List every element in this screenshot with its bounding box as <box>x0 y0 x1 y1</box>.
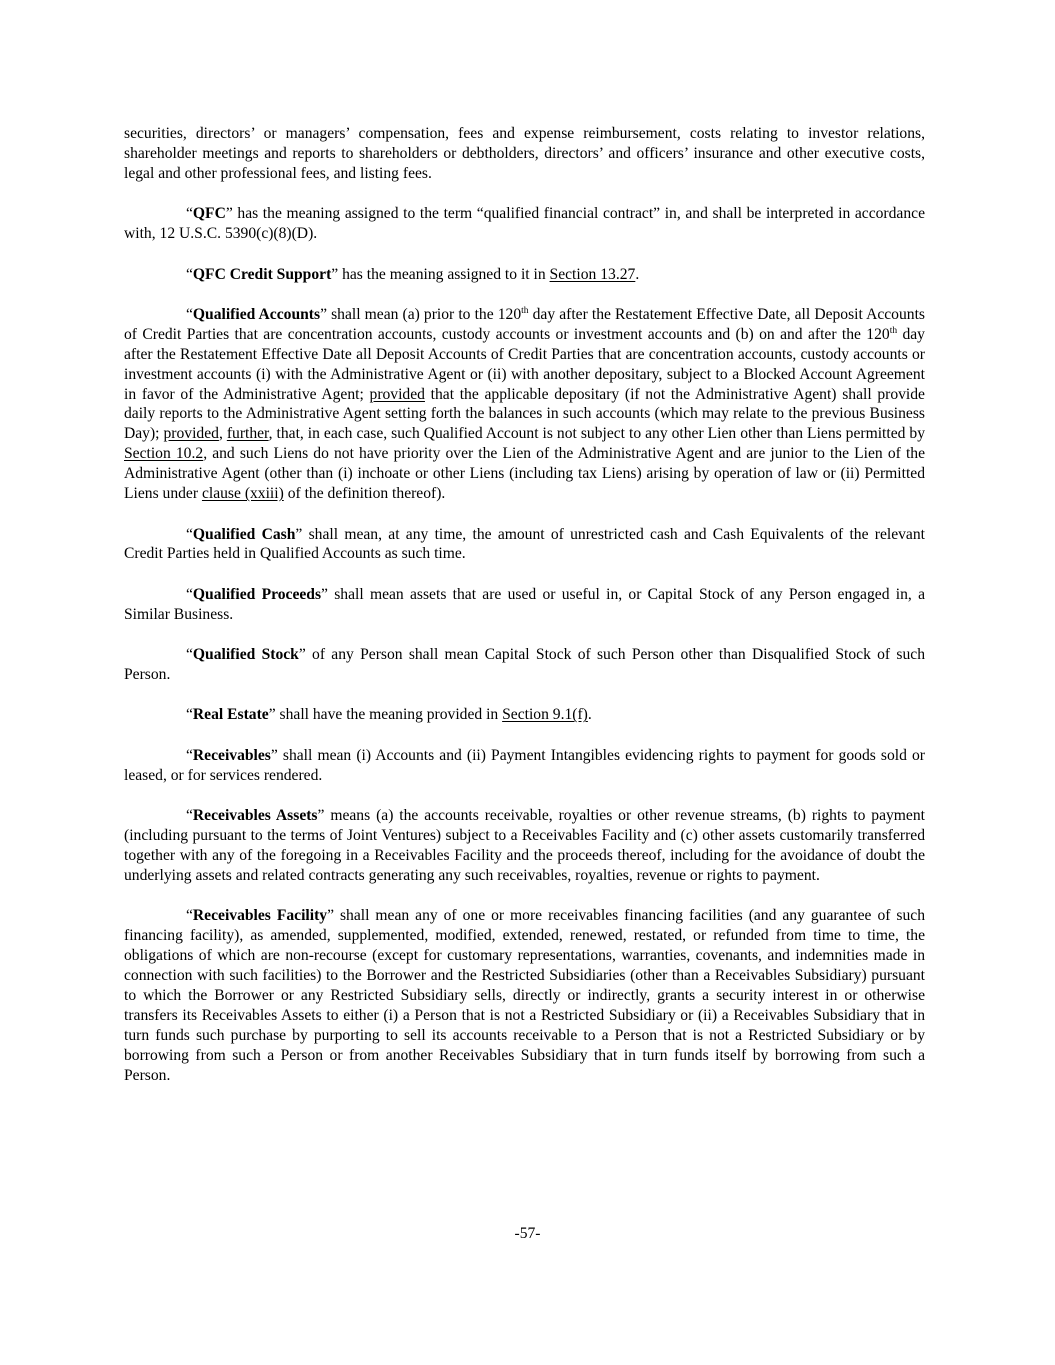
definition-real-estate <box>124 705 925 725</box>
ordinal-superscript: th <box>521 305 529 316</box>
defined-term: Real Estate <box>192 706 269 724</box>
definition-qualified-stock <box>124 645 925 685</box>
text-run: day after the Restatement Effective Date all Deposit Accounts of Credit Parties that are concentration accounts, custody accounts or investment accounts (i) with the Administrative Agent or (ii) with another depositary, subject to a Blocked Account Agreement in favor of the Administrative Agent; <box>124 325 925 403</box>
text-run: “ <box>186 646 193 664</box>
definition-qfc-credit-support <box>124 265 925 285</box>
ordinal-superscript: th <box>889 325 898 336</box>
text-run: . <box>635 265 640 283</box>
text-run: “ <box>186 807 193 825</box>
defined-term: Qualified Accounts <box>192 305 321 323</box>
text-run: ” shall mean (i) Accounts and (ii) Payment Intangibles evidencing rights to payment for goods sold or leased, or for services rendered. <box>124 746 925 784</box>
defined-term: Receivables Facility <box>192 907 328 925</box>
text-run: ” means (a) the accounts receivable, royalties or other revenue streams, (b) rights to payment (including pursuant to the terms of Joint Ventures) subject to a Receivables Facility and (c) other assets customarily transferred together with any of the foregoing in a Receivables Facility and the proceeds thereof, including for the avoidance of doubt the underlying assets and related contracts generating any such receivables, royalties, revenue or rights to payment. <box>124 807 925 884</box>
text-run: , that, in each case, such Qualified Account is not subject to any other Lien other than Liens permitted by <box>268 425 926 443</box>
text-run: , <box>218 425 227 443</box>
definition-qualified-cash <box>124 525 925 565</box>
underlined-reference: Section 10.2 <box>124 445 204 463</box>
text-run: ” shall mean assets that are used or useful in, or Capital Stock of any Person engaged in, a Similar Business. <box>124 585 925 623</box>
defined-term: Receivables Assets <box>192 807 318 825</box>
text-run: of the definition thereof). <box>283 485 446 503</box>
underlined-reference: further <box>226 425 269 443</box>
text-run: ” has the meaning assigned to it in <box>331 265 550 283</box>
definition-qualified-accounts <box>124 305 925 504</box>
definition-qfc <box>124 204 925 244</box>
definition-receivables <box>124 746 925 786</box>
text-run: “ <box>186 205 193 223</box>
defined-term: QFC Credit Support <box>192 265 332 283</box>
defined-term: QFC <box>192 205 226 223</box>
text-run: ” has the meaning assigned to the term “qualified financial contract” in, and shall be interpreted in accordance with, 12 U.S.C. 5390(c)(8)(D). <box>124 205 925 243</box>
underlined-reference: provided <box>369 385 425 403</box>
document-body <box>124 124 925 1106</box>
text-run: that the applicable depositary (if not the Administrative Agent) shall provide daily reports to the Administrative Agent setting forth the balances in such accounts (which may relate to the previous Business Day); <box>124 385 925 443</box>
definition-receivables-assets <box>124 806 925 886</box>
text-run: . <box>587 706 592 724</box>
underlined-reference: Section 9.1(f) <box>502 706 588 724</box>
definition-receivables-facility <box>124 906 925 1085</box>
text-run: ” shall mean (a) prior to the 120 <box>320 305 522 323</box>
text-run: ” shall mean any of one or more receivables financing facilities (and any guarantee of such financing facility), as amended, supplemented, modified, extended, renewed, restated, or refunded from time to time, the obligations of which are non-recourse (except for customary representations, warranties, covenants, and indemnities made in connection with such facilities) to the Borrower and the Restricted Subsidiaries (other than a Receivables Subsidiary) pursuant to which the Borrower or any Restricted Subsidiary sells, directly or indirectly, grants a security interest in or otherwise transfers its Receivables Assets to either (i) a Person that is not a Restricted Subsidiary or (ii) a Receivables Subsidiary that in turn funds such purchase by purporting to sell its accounts receivable to a Person that is not a Restricted Subsidiary or by borrowing from such a Person or from another Receivables Subsidiary that in turn funds itself by borrowing from such a Person. <box>124 907 925 1084</box>
text-run: “ <box>186 265 193 283</box>
text-run: ” shall have the meaning provided in <box>268 706 503 724</box>
text-run: “ <box>186 907 193 925</box>
text-run: ” of any Person shall mean Capital Stock of such Person other than Disqualified Stock of such Person. <box>124 646 925 684</box>
text-run: “ <box>186 525 193 543</box>
text-run: ” shall mean, at any time, the amount of unrestricted cash and Cash Equivalents of the relevant Credit Parties held in Qualified Accounts as such time. <box>124 525 925 563</box>
page-number: -57- <box>514 1225 541 1242</box>
text-run: “ <box>186 746 193 764</box>
defined-term: Receivables <box>192 746 271 764</box>
text-run: “ <box>186 305 193 323</box>
underlined-reference: clause (xxiii) <box>201 485 284 503</box>
text-run: securities, directors’ or managers’ compensation, fees and expense reimbursement, costs relating to investor relations, shareholder meetings and reports to shareholders or debtholders, directors’ and officers’ insurance and other executive costs, legal and other professional fees, and listing fees. <box>124 125 925 182</box>
defined-term: Qualified Proceeds <box>192 585 322 603</box>
text-run: “ <box>186 585 193 603</box>
text-run: day after the Restatement Effective Date, all Deposit Accounts of Credit Parties that are concentration accounts, custody accounts or investment accounts and (b) on and after the 120 <box>124 305 925 343</box>
paragraph-continuation <box>124 124 925 184</box>
defined-term: Qualified Cash <box>192 525 296 543</box>
text-run: “ <box>186 706 193 724</box>
underlined-reference: Section 13.27 <box>549 265 636 283</box>
text-run: , and such Liens do not have priority over the Lien of the Administrative Agent and are junior to the Lien of the Administrative Agent (other than (i) inchoate or other Liens (including tax Liens) arising by operation of law or (ii) Permitted Liens under <box>124 445 925 503</box>
underlined-reference: provided <box>163 425 219 443</box>
definition-qualified-proceeds <box>124 585 925 625</box>
defined-term: Qualified Stock <box>192 646 299 664</box>
